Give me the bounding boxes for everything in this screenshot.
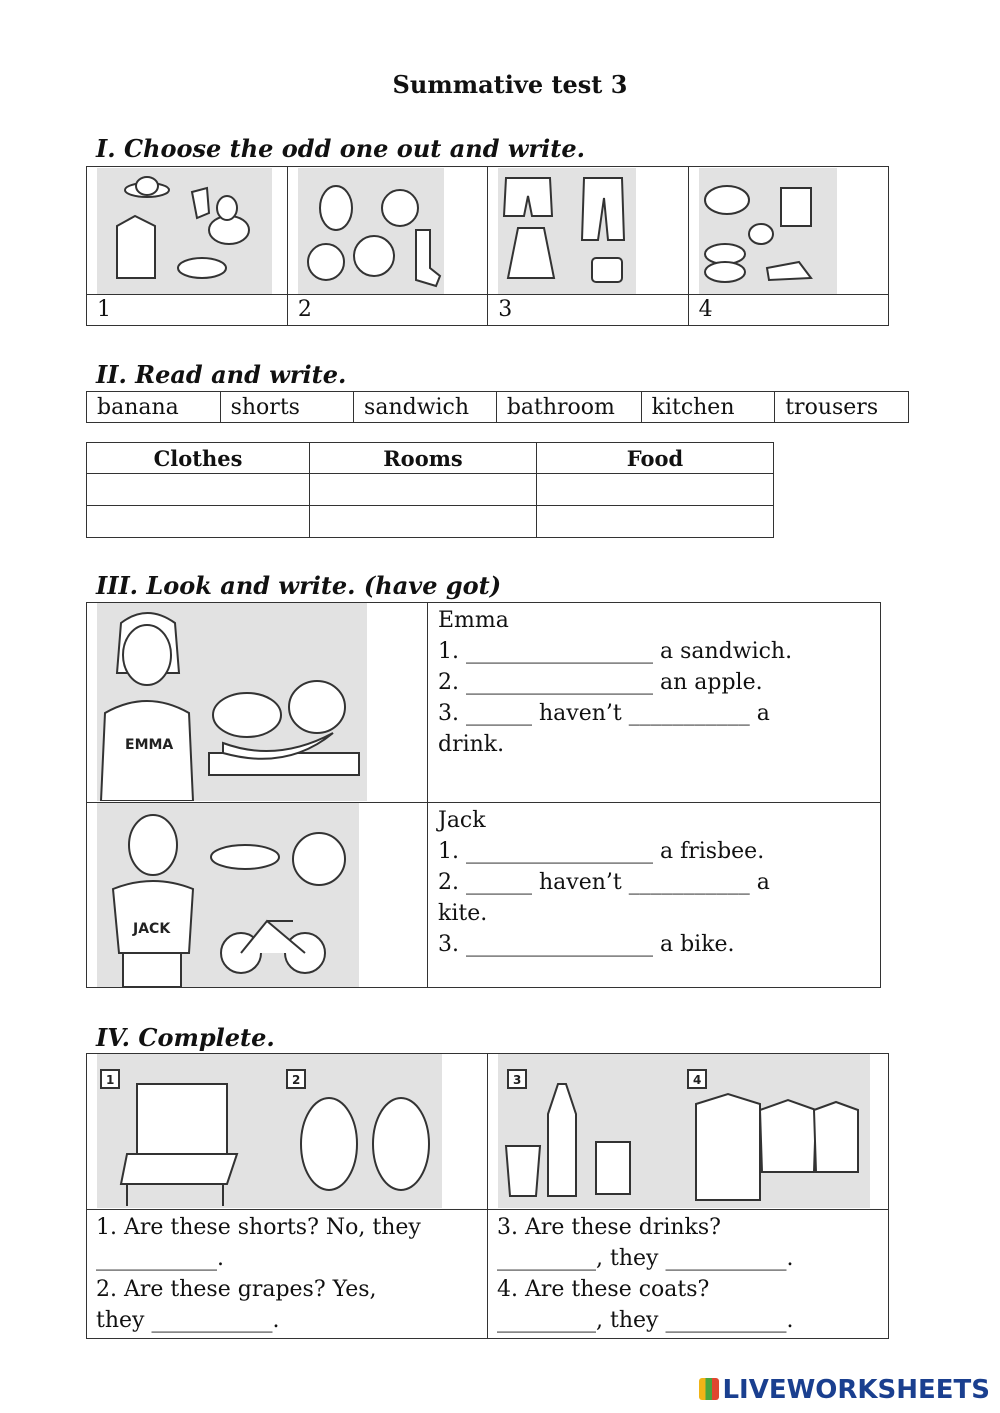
column-food: Food — [537, 443, 774, 474]
category-table — [86, 442, 774, 538]
jack-line-2[interactable]: 2. ______ haven’t ___________ a — [438, 870, 770, 895]
jack-line-4[interactable]: 3. _________________ a bike. — [438, 932, 735, 957]
jack-line-3: kite. — [438, 901, 488, 926]
answer-2-blank[interactable]: they ___________. — [96, 1308, 280, 1333]
odd-one-out-table — [86, 166, 889, 326]
odd-one-number-2: 2 — [287, 295, 487, 326]
emma-exercise — [428, 603, 881, 803]
answer-4-blank[interactable]: _________, they ___________. — [497, 1308, 794, 1333]
jack-exercise — [428, 803, 881, 988]
answer-cell[interactable] — [310, 474, 537, 506]
question-3: 3. Are these drinks? — [497, 1215, 721, 1240]
jack-picture — [97, 803, 359, 987]
answer-3-blank[interactable]: _________, they ___________. — [497, 1246, 794, 1271]
answer-cell[interactable] — [537, 506, 774, 538]
chair-grapes-picture — [97, 1054, 442, 1208]
emma-line-1[interactable]: 1. _________________ a sandwich. — [438, 639, 793, 664]
word-bank — [86, 391, 909, 423]
section-2-heading: II. Read and write. — [96, 360, 347, 389]
picture-label-2: 2 — [292, 1073, 301, 1087]
jack-line-1[interactable]: 1. _________________ a frisbee. — [438, 839, 765, 864]
column-clothes: Clothes — [87, 443, 310, 474]
jack-name: Jack — [438, 808, 486, 833]
liveworksheets-logo — [699, 1375, 990, 1405]
picture-label-1: 1 — [106, 1073, 115, 1087]
fruit-picture — [298, 168, 444, 294]
answer-cell[interactable] — [537, 474, 774, 506]
question-2: 2. Are these grapes? Yes, — [96, 1277, 377, 1302]
emma-line-4: drink. — [438, 732, 505, 757]
liveworksheets-logo-icon — [699, 1378, 719, 1400]
clothes-picture-2 — [498, 168, 636, 294]
section-1-heading: I. Choose the odd one out and write. — [96, 134, 585, 163]
word-trousers: trousers — [775, 392, 909, 423]
picture-label-3: 3 — [513, 1073, 522, 1087]
word-banana: banana — [87, 392, 221, 423]
word-sandwich: sandwich — [354, 392, 497, 423]
drinks-coats-picture — [498, 1054, 870, 1208]
column-rooms: Rooms — [310, 443, 537, 474]
section-4-heading: IV. Complete. — [96, 1023, 275, 1052]
section-3-heading: III. Look and write. (have got) — [96, 571, 502, 600]
odd-one-number-3: 3 — [488, 295, 688, 326]
word-bathroom: bathroom — [496, 392, 641, 423]
emma-shirt-label: EMMA — [125, 737, 174, 753]
emma-line-2[interactable]: 2. _________________ an apple. — [438, 670, 763, 695]
answer-cell[interactable] — [310, 506, 537, 538]
emma-picture — [97, 603, 367, 801]
look-and-write-table — [86, 602, 881, 988]
clothes-picture — [97, 168, 272, 294]
brand-name: LIVEWORKSHEETS — [722, 1375, 990, 1405]
word-shorts: shorts — [220, 392, 353, 423]
question-4: 4. Are these coats? — [497, 1277, 710, 1302]
answer-cell[interactable] — [87, 506, 310, 538]
page-title: Summative test 3 — [392, 70, 628, 99]
food-picture — [699, 168, 837, 294]
picture-label-4: 4 — [693, 1073, 702, 1087]
odd-one-number-1: 1 — [87, 295, 288, 326]
question-1: 1. Are these shorts? No, they — [96, 1215, 421, 1240]
jack-shirt-label: JACK — [133, 921, 171, 937]
emma-name: Emma — [438, 608, 509, 633]
complete-right-text — [488, 1210, 889, 1339]
answer-cell[interactable] — [87, 474, 310, 506]
emma-line-3[interactable]: 3. ______ haven’t ___________ a — [438, 701, 770, 726]
word-kitchen: kitchen — [641, 392, 775, 423]
odd-one-number-4: 4 — [688, 295, 888, 326]
answer-1-blank[interactable]: ___________. — [96, 1246, 224, 1271]
complete-left-text — [87, 1210, 488, 1339]
complete-table — [86, 1053, 889, 1339]
